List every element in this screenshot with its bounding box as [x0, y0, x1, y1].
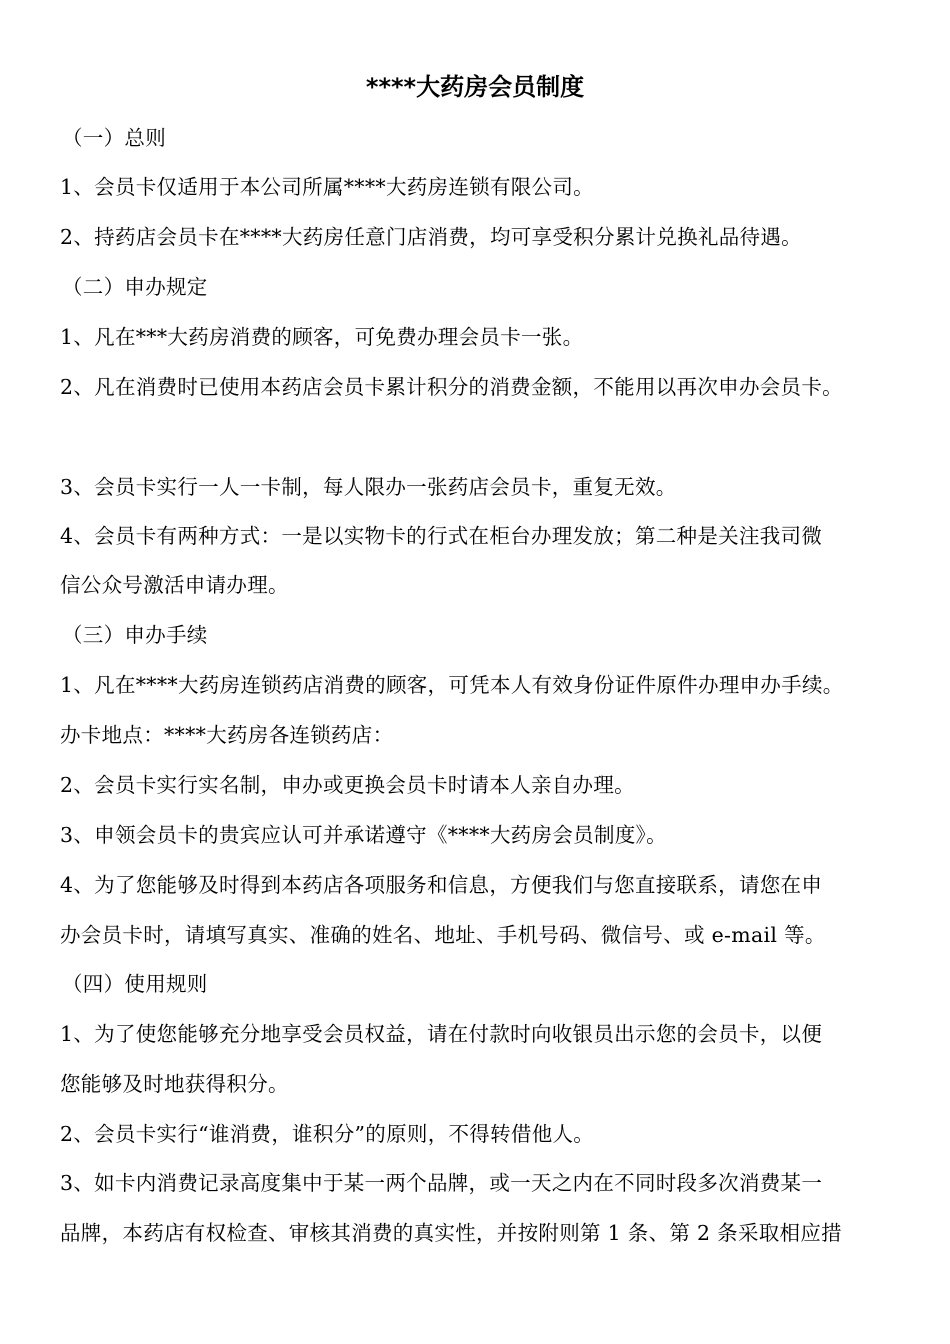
paragraph-line: 2、会员卡实行“谁消费，谁积分”的原则，不得转借他人。: [60, 1122, 595, 1146]
paragraph-line: 3、会员卡实行一人一卡制，每人限办一张药店会员卡，重复无效。: [60, 475, 677, 499]
paragraph-line: 2、会员卡实行实名制，申办或更换会员卡时请本人亲自办理。: [60, 773, 635, 797]
document-title: ****大药房会员制度: [365, 73, 585, 101]
paragraph-line: 办卡地点：****大药房各连锁药店：: [60, 723, 394, 747]
paragraph-line: 办会员卡时，请填写真实、准确的姓名、地址、手机号码、微信号、或 e-mail 等。: [60, 923, 826, 947]
paragraph-line: 品牌，本药店有权检查、审核其消费的真实性，并按附则第 1 条、第 2 条采取相应措: [60, 1221, 842, 1245]
paragraph-line: 1、凡在****大药房连锁药店消费的顾客，可凭本人有效身份证件原件办理申办手续。: [60, 673, 844, 697]
paragraph-line: 您能够及时地获得积分。: [60, 1072, 289, 1096]
paragraph-line: 4、会员卡有两种方式：一是以实物卡的行式在柜台办理发放；第二种是关注我司微: [60, 524, 823, 548]
paragraph-line: 3、如卡内消费记录高度集中于某一两个品牌，或一天之内在不同时段多次消费某一: [60, 1171, 823, 1195]
paragraph-line: 4、为了您能够及时得到本药店各项服务和信息，方便我们与您直接联系，请您在申: [60, 873, 823, 897]
paragraph-line: 1、会员卡仅适用于本公司所属****大药房连锁有限公司。: [60, 175, 594, 199]
section-heading-usage-rules: （四）使用规则: [62, 972, 208, 996]
paragraph-line: 1、凡在***大药房消费的顾客，可免费办理会员卡一张。: [60, 325, 584, 349]
paragraph-line: 3、申领会员卡的贵宾应认可并承诺遵守《****大药房会员制度》。: [60, 823, 667, 847]
section-heading-general: （一）总则: [62, 126, 166, 150]
paragraph-line: 1、为了使您能够充分地享受会员权益，请在付款时向收银员出示您的会员卡，以便: [60, 1022, 823, 1046]
section-heading-application-procedures: （三）申办手续: [62, 623, 208, 647]
section-heading-application-rules: （二）申办规定: [62, 275, 208, 299]
paragraph-line: 2、凡在消费时已使用本药店会员卡累计积分的消费金额，不能用以再次申办会员卡。: [60, 375, 843, 399]
paragraph-line: 信公众号激活申请办理。: [60, 573, 289, 597]
paragraph-line: 2、持药店会员卡在****大药房任意门店消费，均可享受积分累计兑换礼品待遇。: [60, 225, 802, 249]
